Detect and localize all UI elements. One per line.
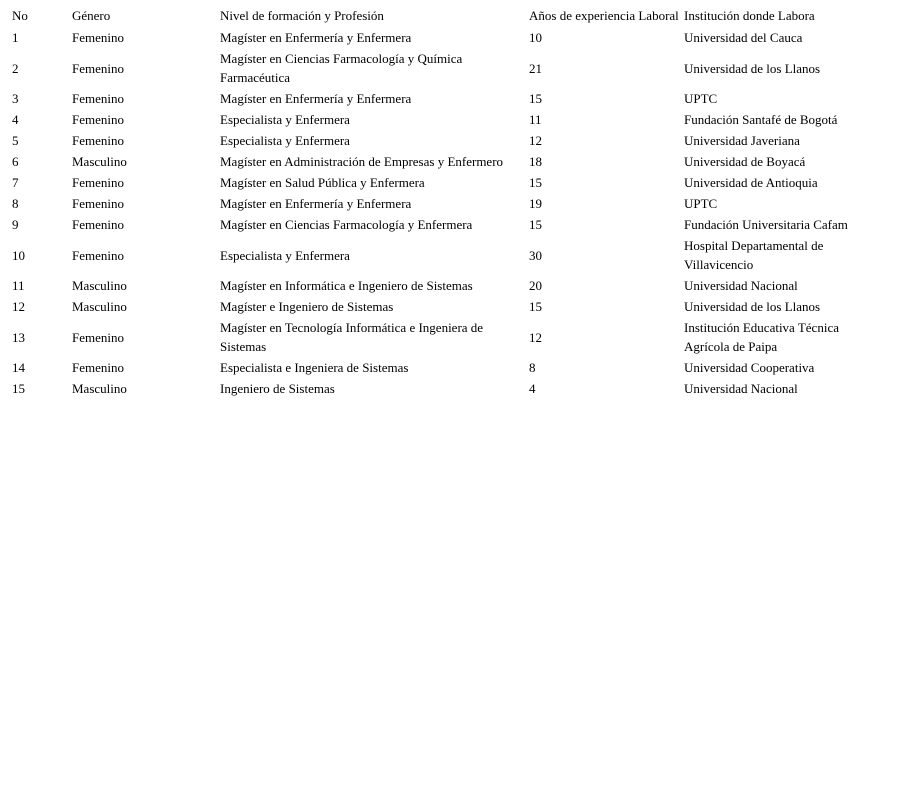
cell-no: 6 [12,154,19,169]
cell-genero: Femenino [72,30,124,45]
cell-institucion: UPTC [684,91,718,106]
table-row [10,193,870,214]
cell-nivel-formacion: Especialista y Enfermera [220,247,350,263]
cell-genero: Femenino [72,196,124,211]
cell-anos-experiencia: 15 [529,175,542,190]
header-nivel-formacion: Nivel de formación y Profesión [220,8,384,23]
cell-genero: Femenino [72,175,124,190]
table-row [10,172,870,193]
cell-institucion: Institución Educativa Técnica Agrícola de Paipa [684,320,839,354]
cell-anos-experiencia: 12 [529,133,542,148]
cell-anos-experiencia: 10 [529,30,542,45]
cell-no: 7 [12,175,19,190]
cell-anos-experiencia: 30 [529,247,542,263]
table-row [10,357,870,378]
cell-institucion: Universidad Cooperativa [684,360,815,375]
cell-anos-experiencia: 4 [529,381,536,396]
cell-institucion: Universidad Nacional [684,278,798,293]
cell-nivel-formacion: Especialista e Ingeniera de Sistemas [220,360,409,375]
cell-institucion: Universidad Javeriana [684,133,800,148]
cell-no: 13 [12,329,25,345]
cell-institucion: Universidad del Cauca [684,30,803,45]
cell-no: 10 [12,247,25,263]
cell-nivel-formacion: Especialista y Enfermera [220,112,350,127]
cell-nivel-formacion: Ingeniero de Sistemas [220,381,335,396]
table-row [10,48,870,88]
cell-no: 12 [12,299,25,314]
cell-anos-experiencia: 8 [529,360,536,375]
cell-no: 15 [12,381,25,396]
cell-institucion: Universidad Nacional [684,381,798,396]
cell-no: 4 [12,112,19,127]
header-anos-experiencia: Años de experiencia Laboral [529,8,679,23]
cell-nivel-formacion: Magíster en Enfermería y Enfermera [220,91,412,106]
cell-institucion: Fundación Universitaria Cafam [684,217,848,232]
cell-nivel-formacion: Magíster e Ingeniero de Sistemas [220,299,394,314]
cell-nivel-formacion: Magíster en Enfermería y Enfermera [220,30,412,45]
header-institucion: Institución donde Labora [684,8,815,23]
cell-anos-experiencia: 15 [529,299,542,314]
table-header [10,6,870,27]
cell-anos-experiencia: 12 [529,329,542,345]
cell-genero: Femenino [72,112,124,127]
cell-genero: Masculino [72,299,127,314]
table-row [10,88,870,109]
cell-nivel-formacion: Magíster en Ciencias Farmacología y Química Farmacéutica [220,51,463,85]
cell-genero: Masculino [72,381,127,396]
cell-institucion: Universidad de Antioquia [684,175,818,190]
cell-genero: Masculino [72,154,127,169]
cell-nivel-formacion: Especialista y Enfermera [220,133,350,148]
cell-institucion: Universidad de los Llanos [684,60,821,76]
cell-genero: Femenino [72,91,124,106]
cell-institucion: Fundación Santafé de Bogotá [684,112,838,127]
participants-table [10,6,870,399]
cell-institucion: Hospital Departamental de Villavicencio [684,238,824,272]
cell-anos-experiencia: 19 [529,196,542,211]
table-row [10,275,870,296]
cell-genero: Femenino [72,360,124,375]
cell-genero: Masculino [72,278,127,293]
cell-no: 2 [12,60,19,76]
cell-no: 5 [12,133,19,148]
cell-nivel-formacion: Magíster en Administración de Empresas y Enfermero [220,154,504,169]
cell-genero: Femenino [72,247,124,263]
cell-nivel-formacion: Magíster en Informática e Ingeniero de Sistemas [220,278,473,293]
cell-nivel-formacion: Magíster en Enfermería y Enfermera [220,196,412,211]
table-row [10,235,870,275]
table-body [10,27,870,399]
cell-genero: Femenino [72,217,124,232]
cell-nivel-formacion: Magíster en Salud Pública y Enfermera [220,175,425,190]
cell-no: 14 [12,360,25,375]
cell-anos-experiencia: 18 [529,154,542,169]
cell-genero: Femenino [72,133,124,148]
cell-nivel-formacion: Magíster en Tecnología Informática e Ingeniera de Sistemas [220,320,484,354]
table-row [10,109,870,130]
table-row [10,27,870,48]
cell-genero: Femenino [72,60,124,76]
cell-anos-experiencia: 20 [529,278,542,293]
table-row [10,151,870,172]
cell-no: 9 [12,217,19,232]
cell-anos-experiencia: 21 [529,60,542,76]
table-row [10,317,870,357]
cell-genero: Femenino [72,329,124,345]
cell-no: 8 [12,196,19,211]
header-row [10,6,870,27]
header-genero: Género [72,8,111,23]
cell-anos-experiencia: 15 [529,91,542,106]
cell-institucion: UPTC [684,196,718,211]
cell-no: 11 [12,278,25,293]
cell-anos-experiencia: 11 [529,112,542,127]
cell-institucion: Universidad de Boyacá [684,154,806,169]
table-row [10,214,870,235]
table-row [10,130,870,151]
table-row [10,378,870,399]
cell-no: 3 [12,91,19,106]
cell-institucion: Universidad de los Llanos [684,299,821,314]
header-no: No [12,8,28,23]
cell-anos-experiencia: 15 [529,217,542,232]
cell-nivel-formacion: Magíster en Ciencias Farmacología y Enfermera [220,217,473,232]
cell-no: 1 [12,30,19,45]
table-row [10,296,870,317]
